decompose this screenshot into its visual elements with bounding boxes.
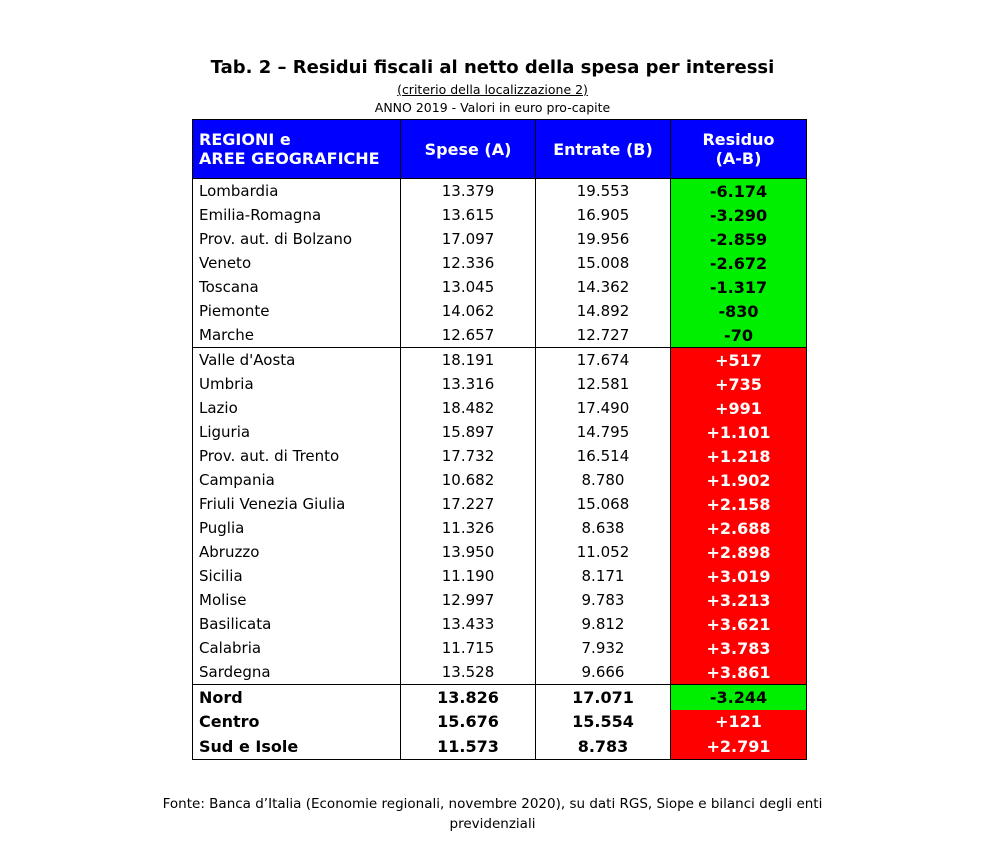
header-entrate: Entrate (B) [536, 120, 671, 179]
table-row [193, 299, 807, 323]
spese-cell: 13.528 [401, 660, 536, 685]
region-cell: Prov. aut. di Bolzano [193, 227, 401, 251]
table-row [193, 444, 807, 468]
entrate-cell: 8.638 [536, 516, 671, 540]
entrate-cell: 16.514 [536, 444, 671, 468]
spese-cell: 12.336 [401, 251, 536, 275]
header-spese: Spese (A) [401, 120, 536, 179]
total-row [193, 734, 807, 759]
region-cell: Friuli Venezia Giulia [193, 492, 401, 516]
residuo-cell: +1.902 [671, 468, 807, 492]
entrate-cell: 17.674 [536, 348, 671, 373]
spese-cell: 12.997 [401, 588, 536, 612]
spese-cell: 13.826 [401, 685, 536, 710]
region-cell: Calabria [193, 636, 401, 660]
table-title: Tab. 2 – Residui fiscali al netto della spesa per interessi [210, 57, 775, 78]
spese-cell: 11.715 [401, 636, 536, 660]
residuo-cell: -1.317 [671, 275, 807, 299]
region-cell: Molise [193, 588, 401, 612]
region-cell: Lazio [193, 396, 401, 420]
table-subtitle [0, 82, 985, 97]
spese-cell: 11.190 [401, 564, 536, 588]
region-cell: Lombardia [193, 179, 401, 204]
table-row [193, 660, 807, 685]
header-regions-line2: AREE GEOGRAFICHE [199, 149, 380, 168]
subtitle-text: (criterio della localizzazione 2) [397, 82, 588, 97]
spese-cell: 18.191 [401, 348, 536, 373]
residuo-cell: -2.859 [671, 227, 807, 251]
spese-cell: 17.732 [401, 444, 536, 468]
spese-cell: 14.062 [401, 299, 536, 323]
region-cell: Sud e Isole [193, 734, 401, 759]
region-cell: Sardegna [193, 660, 401, 685]
spese-cell: 12.657 [401, 323, 536, 348]
residuo-cell: +2.898 [671, 540, 807, 564]
table-row [193, 251, 807, 275]
entrate-cell: 8.171 [536, 564, 671, 588]
table-row [193, 492, 807, 516]
residuo-cell: +1.218 [671, 444, 807, 468]
spese-cell: 15.897 [401, 420, 536, 444]
region-cell: Campania [193, 468, 401, 492]
spese-cell: 10.682 [401, 468, 536, 492]
spese-cell: 15.676 [401, 710, 536, 735]
table-row [193, 588, 807, 612]
table-row [193, 227, 807, 251]
entrate-cell: 8.783 [536, 734, 671, 759]
residuo-cell: +1.101 [671, 420, 807, 444]
source-line-2: previdenziali [449, 816, 536, 832]
header-regions [193, 120, 401, 179]
spese-cell: 18.482 [401, 396, 536, 420]
entrate-cell: 17.490 [536, 396, 671, 420]
spese-cell: 13.950 [401, 540, 536, 564]
total-row [193, 710, 807, 735]
region-cell: Valle d'Aosta [193, 348, 401, 373]
region-cell: Marche [193, 323, 401, 348]
entrate-cell: 16.905 [536, 203, 671, 227]
residuo-cell: +3.213 [671, 588, 807, 612]
table-row [193, 396, 807, 420]
source-line-1: Fonte: Banca d’Italia (Economie regionali, novembre 2020), su dati RGS, Siope e bilanci degli enti [162, 796, 823, 812]
entrate-cell: 14.892 [536, 299, 671, 323]
entrate-cell: 9.666 [536, 660, 671, 685]
table-row [193, 516, 807, 540]
table-row [193, 564, 807, 588]
residuo-cell: +3.621 [671, 612, 807, 636]
region-cell: Prov. aut. di Trento [193, 444, 401, 468]
spese-cell: 13.045 [401, 275, 536, 299]
residuo-cell: +3.783 [671, 636, 807, 660]
header-residuo-line2: (A-B) [715, 149, 762, 168]
residuo-cell: +2.791 [671, 734, 807, 759]
source-note [0, 794, 985, 834]
entrate-cell: 19.956 [536, 227, 671, 251]
header-regions-line1: REGIONI e [199, 130, 291, 149]
entrate-cell: 9.783 [536, 588, 671, 612]
fiscal-residuals-table [192, 119, 807, 760]
table-row [193, 275, 807, 299]
residuo-cell: -3.244 [671, 685, 807, 710]
residuo-cell: +991 [671, 396, 807, 420]
table-row [193, 612, 807, 636]
region-cell: Umbria [193, 372, 401, 396]
spese-cell: 13.433 [401, 612, 536, 636]
spese-cell: 17.227 [401, 492, 536, 516]
residuo-cell: +517 [671, 348, 807, 373]
residuo-cell: -70 [671, 323, 807, 348]
entrate-cell: 15.008 [536, 251, 671, 275]
spese-cell: 17.097 [401, 227, 536, 251]
table-row [193, 348, 807, 373]
entrate-cell: 17.071 [536, 685, 671, 710]
entrate-cell: 7.932 [536, 636, 671, 660]
spese-cell: 11.573 [401, 734, 536, 759]
region-cell: Abruzzo [193, 540, 401, 564]
residuo-cell: -6.174 [671, 179, 807, 204]
residuo-cell: +3.861 [671, 660, 807, 685]
table-row [193, 636, 807, 660]
header-residuo-line1: Residuo [702, 130, 775, 149]
entrate-cell: 11.052 [536, 540, 671, 564]
residuo-cell: -3.290 [671, 203, 807, 227]
region-cell: Puglia [193, 516, 401, 540]
table-body [193, 179, 807, 760]
entrate-cell: 15.554 [536, 710, 671, 735]
table-row [193, 540, 807, 564]
residuo-cell: -830 [671, 299, 807, 323]
residuo-cell: +2.158 [671, 492, 807, 516]
entrate-cell: 15.068 [536, 492, 671, 516]
total-row [193, 685, 807, 710]
entrate-cell: 8.780 [536, 468, 671, 492]
spese-cell: 11.326 [401, 516, 536, 540]
region-cell: Basilicata [193, 612, 401, 636]
residuo-cell: -2.672 [671, 251, 807, 275]
year-caption: ANNO 2019 - Valori in euro pro-capite [374, 100, 611, 115]
table-row [193, 179, 807, 204]
table-row [193, 203, 807, 227]
entrate-cell: 14.795 [536, 420, 671, 444]
residuo-cell: +735 [671, 372, 807, 396]
spese-cell: 13.316 [401, 372, 536, 396]
residuo-cell: +3.019 [671, 564, 807, 588]
region-cell: Liguria [193, 420, 401, 444]
region-cell: Veneto [193, 251, 401, 275]
region-cell: Piemonte [193, 299, 401, 323]
region-cell: Nord [193, 685, 401, 710]
table-row [193, 468, 807, 492]
residuo-cell: +2.688 [671, 516, 807, 540]
region-cell: Centro [193, 710, 401, 735]
table-row [193, 372, 807, 396]
region-cell: Sicilia [193, 564, 401, 588]
entrate-cell: 9.812 [536, 612, 671, 636]
spese-cell: 13.615 [401, 203, 536, 227]
entrate-cell: 19.553 [536, 179, 671, 204]
entrate-cell: 14.362 [536, 275, 671, 299]
residuo-cell: +121 [671, 710, 807, 735]
table-row [193, 420, 807, 444]
entrate-cell: 12.727 [536, 323, 671, 348]
header-residuo [671, 120, 807, 179]
spese-cell: 13.379 [401, 179, 536, 204]
region-cell: Emilia-Romagna [193, 203, 401, 227]
entrate-cell: 12.581 [536, 372, 671, 396]
table-row [193, 323, 807, 348]
region-cell: Toscana [193, 275, 401, 299]
header-row [193, 120, 807, 179]
